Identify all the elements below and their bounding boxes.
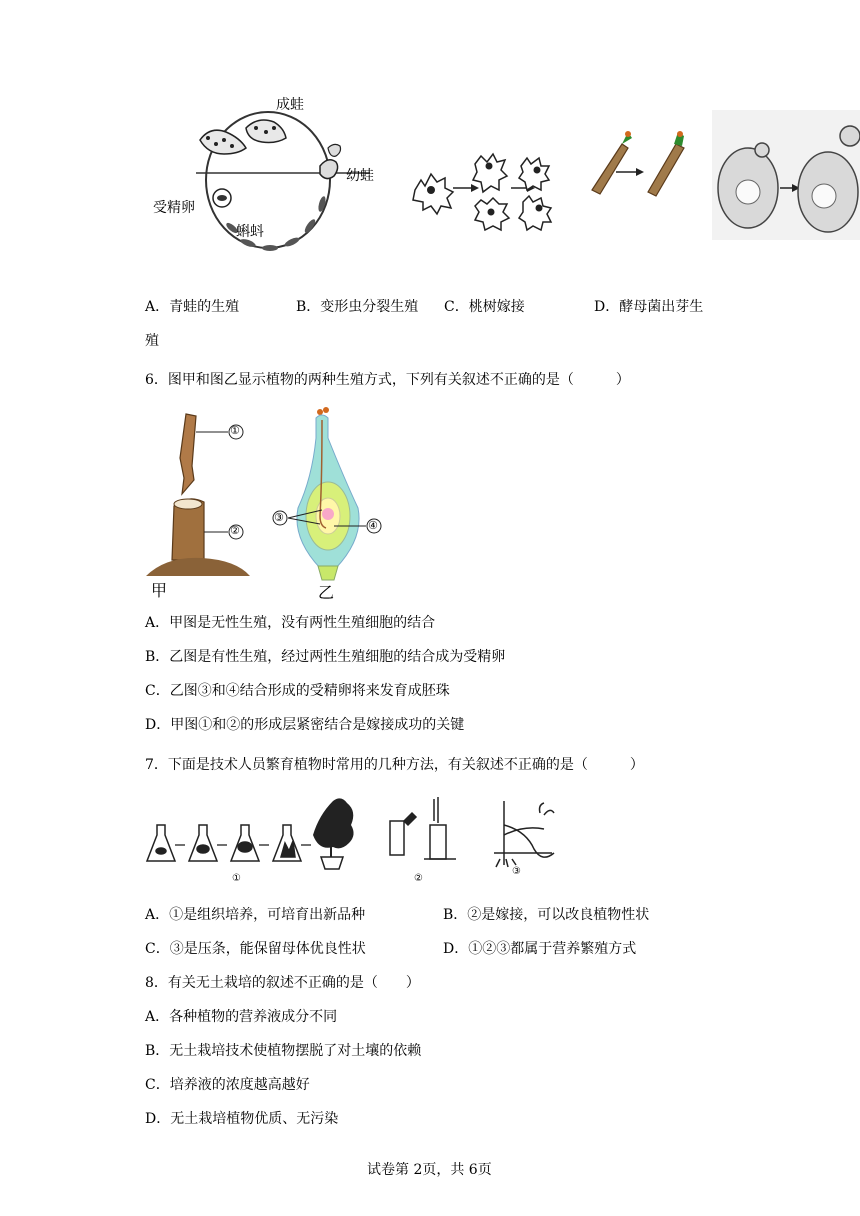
q8-question: 8．有关无土栽培的叙述不正确的是（ ） bbox=[145, 975, 420, 991]
q7-question: 7．下面是技术人员繁育植物时常用的几种方法，有关叙述不正确的是（ ） bbox=[145, 757, 644, 773]
q6-option-b: B．乙图是有性生殖，经过两性生殖细胞的结合成为受精卵 bbox=[145, 649, 506, 665]
q6-option-d: D．甲图①和②的形成层紧密结合是嫁接成功的关键 bbox=[145, 717, 465, 733]
q7-label-3: ③ bbox=[512, 866, 521, 877]
q6-label-jia: 甲 bbox=[151, 581, 168, 600]
q8-option-b: B．无土栽培技术使植物摆脱了对土壤的依赖 bbox=[145, 1043, 422, 1059]
q5-option-b: B．变形虫分裂生殖 bbox=[296, 299, 419, 315]
frog-label-egg: 受精卵 bbox=[153, 200, 195, 216]
q6-question: 6．图甲和图乙显示植物的两种生殖方式，下列有关叙述不正确的是（ ） bbox=[145, 372, 630, 388]
q6-label-yi: 乙 bbox=[318, 583, 335, 602]
q7-figure-grafting bbox=[384, 795, 464, 875]
amoeba-division-figure bbox=[405, 150, 565, 230]
q6-figure-yi-flower bbox=[262, 406, 392, 586]
q7-option-b: B．②是嫁接，可以改良植物性状 bbox=[443, 907, 650, 923]
peach-grafting-figure bbox=[588, 126, 698, 196]
q6-label-3: ③ bbox=[274, 511, 284, 524]
q5-option-a: A．青蛙的生殖 bbox=[145, 299, 240, 315]
q7-label-2: ② bbox=[414, 873, 423, 884]
page-footer: 试卷第 2页，共 6页 bbox=[367, 1162, 492, 1178]
yeast-budding-figure bbox=[712, 110, 860, 240]
q7-option-d: D．①②③都属于营养繁殖方式 bbox=[443, 941, 637, 957]
q5-option-d-continued: 殖 bbox=[145, 333, 159, 349]
frog-label-young: 幼蛙 bbox=[346, 168, 374, 184]
q8-option-a: A．各种植物的营养液成分不同 bbox=[145, 1009, 338, 1025]
q6-option-a: A．甲图是无性生殖，没有两性生殖细胞的结合 bbox=[145, 615, 436, 631]
q6-label-1: ① bbox=[230, 424, 240, 437]
q7-figure-tissue-culture bbox=[145, 795, 370, 885]
frog-label-tadpole: 蝌蚪 bbox=[236, 224, 264, 240]
q5-option-c: C．桃树嫁接 bbox=[444, 299, 525, 315]
q7-option-a: A．①是组织培养，可培育出新品种 bbox=[145, 907, 366, 923]
q7-figure-layering bbox=[494, 795, 564, 875]
frog-label-adult: 成蛙 bbox=[276, 97, 304, 113]
q5-option-d: D．酵母菌出芽生 bbox=[594, 299, 704, 315]
q8-option-d: D．无土栽培植物优质、无污染 bbox=[145, 1111, 339, 1127]
q6-label-2: ② bbox=[230, 524, 240, 537]
q6-option-c: C．乙图③和④结合形成的受精卵将来发育成胚珠 bbox=[145, 683, 450, 699]
q8-option-c: C．培养液的浓度越高越好 bbox=[145, 1077, 310, 1093]
q7-label-1: ① bbox=[232, 873, 241, 884]
q7-option-c: C．③是压条，能保留母体优良性状 bbox=[145, 941, 366, 957]
q6-label-4: ④ bbox=[368, 519, 378, 532]
